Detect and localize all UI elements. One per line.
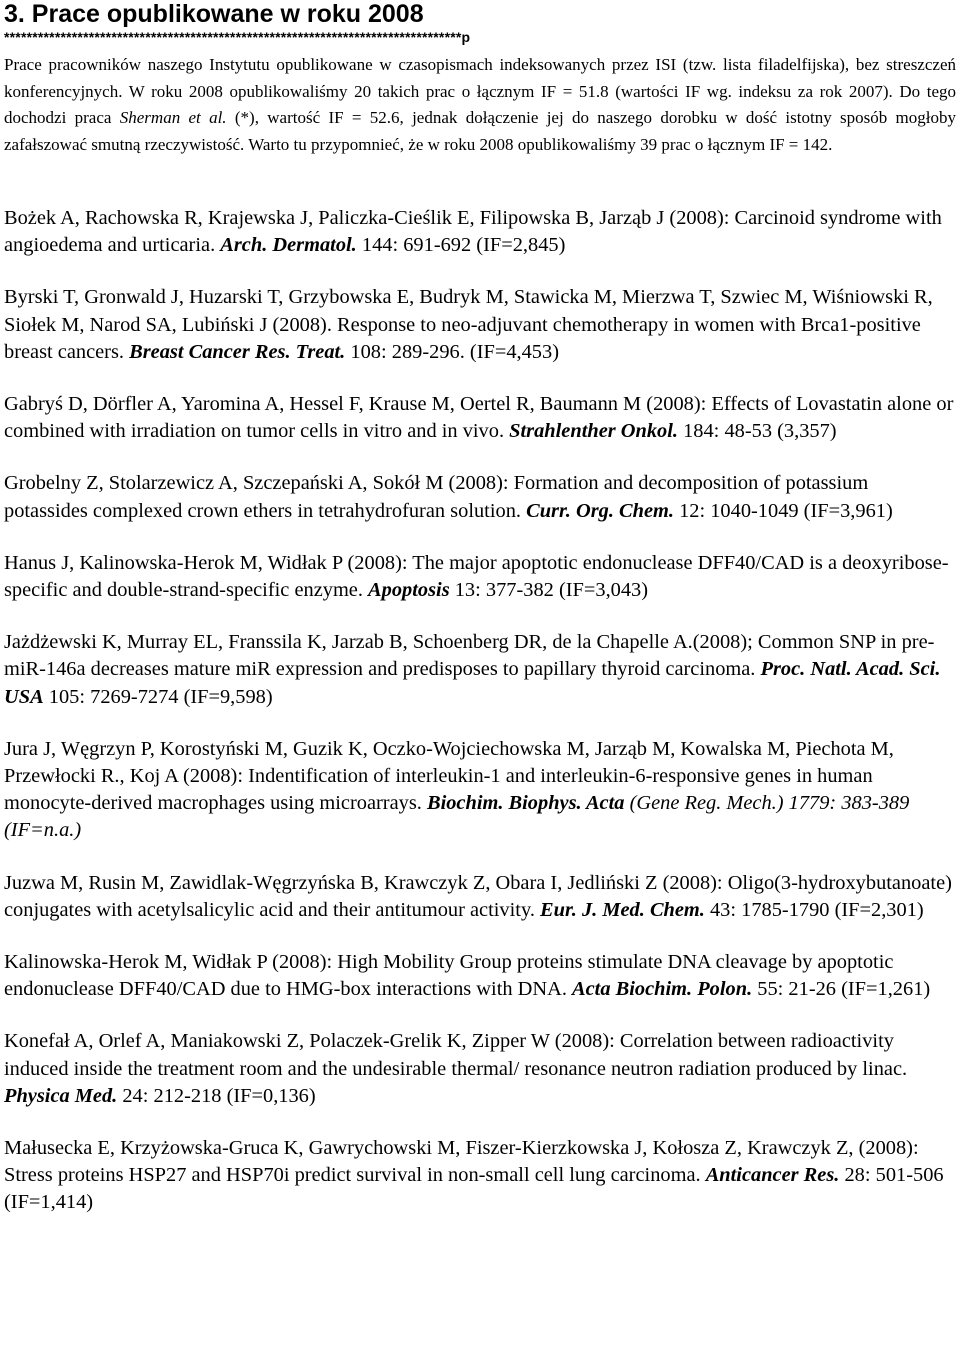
reference-item <box>4 1028 956 1110</box>
reference-tail: 28: 501-506 (IF=1,414) <box>4 1164 944 1214</box>
reference-text: Jura J, Węgrzyn P, Korostyński M, Guzik K, Oczko-Wojciechowska M, Jarząb M, Kowalska M, Piechota M, Przewłocki R., Koj A (2008): Indentification of interleukin-1 and interleukin-6-responsive genes in human monocyte-derived macrophages using microarrays. <box>4 737 894 815</box>
reference-text: Jażdżewski K, Murray EL, Franssila K, Jarzab B, Schoenberg DR, de la Chapelle A.(2008); Common SNP in pre-miR-146a decreases mature miR expression and predisposes to papillary thyroid carcinoma. <box>4 631 935 681</box>
intro-text-1: Prace pracowników naszego Instytutu opublikowane w czasopismach indeksowanych przez ISI (tzw. lista filadelfijska), bez streszczeń konferencyjnych. W roku 2008 opublikowaliśmy 20 takich prac o łącznym IF = 51.8 (wartości IF wg. indeksu za rok 2007). Do tego dochodzi praca <box>4 55 956 127</box>
reference-tail: 12: 1040-1049 (IF=3,961) <box>673 499 893 522</box>
reference-item <box>4 629 956 711</box>
journal-name: Breast Cancer Res. Treat. <box>129 340 346 363</box>
reference-text: Kalinowska-Herok M, Widłak P (2008): High Mobility Group proteins stimulate DNA cleavage by apoptotic endonuclease DFF40/CAD due to HMG-box interactions with DNA. <box>4 951 894 1001</box>
reference-item <box>4 205 956 259</box>
journal-name: Eur. J. Med. Chem. <box>540 898 705 921</box>
section-heading: 3. Prace opublikowane w roku 2008 <box>4 0 424 28</box>
reference-text: Byrski T, Gronwald J, Huzarski T, Grzybowska E, Budryk M, Stawicka M, Mierzwa T, Szwiec M, Wiśniowski R, Siołek M, Narod SA, Lubiński J (2008). Response to neo-adjuvant chemotherapy in women with Brca1-positive breast cancers. <box>4 286 933 363</box>
reference-tail: 43: 1785-1790 (IF=2,301) <box>704 898 924 921</box>
journal-name: Biochim. Biophys. Acta <box>426 792 625 815</box>
journal-name: Acta Biochim. Polon. <box>572 978 753 1001</box>
reference-item <box>4 949 956 1003</box>
journal-name: Arch. Dermatol. <box>220 234 357 257</box>
reference-tail: 55: 21-26 (IF=1,261) <box>752 978 931 1001</box>
reference-text: Małusecka E, Krzyżowska-Gruca K, Gawrychowski M, Fiszer-Kierzkowska J, Kołosza Z, Krawczyk Z, (2008): Stress proteins HSP27 and HSP70i predict survival in non-small cell lung carcinoma. <box>4 1137 919 1187</box>
journal-name: Physica Med. <box>4 1084 118 1107</box>
journal-name: Strahlenther Onkol. <box>509 420 678 443</box>
reference-tail: (Gene Reg. Mech.) 1779: 383-389 (IF=n.a.) <box>4 792 910 842</box>
reference-item <box>4 1135 956 1217</box>
reference-text: Grobelny Z, Stolarzewicz A, Szczepański A, Sokół M (2008): Formation and decomposition of potassium potassides complexed crown ethers in tetrahydrofuran solution. <box>4 472 869 522</box>
reference-tail: 105: 7269-7274 (IF=9,598) <box>43 685 273 708</box>
reference-tail: 13: 377-382 (IF=3,043) <box>449 579 649 602</box>
reference-text: Gabryś D, Dörfler A, Yaromina A, Hessel F, Krause M, Oertel R, Baumann M (2008): Effects of Lovastatin alone or combined with irradiation on tumor cells in vitro and in vivo. <box>4 393 954 443</box>
reference-item <box>4 470 956 524</box>
intro-text-2: (*), wartość IF = 52.6, jednak dołączenie jej do naszego dorobku w dość istotny sposób mogłoby zafałszować smutną rzeczywistość. Warto tu przypomnieć, że w roku 2008 opublikowaliśmy 39 prac o łącznym IF = 142. <box>4 108 956 154</box>
reference-tail: 144: 691-692 (IF=2,845) <box>356 234 566 257</box>
reference-item <box>4 284 956 366</box>
reference-text: Bożek A, Rachowska R, Krajewska J, Paliczka-Cieślik E, Filipowska B, Jarząb J (2008): Carcinoid syndrome with angioedema and urticaria. <box>4 207 942 257</box>
journal-name: Proc. Natl. Acad. Sci. USA <box>4 658 941 708</box>
intro-paragraph <box>4 52 956 158</box>
reference-item <box>4 391 956 445</box>
reference-text: Konefał A, Orlef A, Maniakowski Z, Polaczek-Grelik K, Zipper W (2008): Correlation between radioactivity induced inside the treatment room and the undesirable thermal/ resonance neutron radiation produced by linac. <box>4 1030 908 1080</box>
journal-name: Apoptosis <box>368 579 450 602</box>
reference-tail: 184: 48-53 (3,357) <box>678 420 837 443</box>
reference-item <box>4 550 956 604</box>
separator-line: *********************************************************************************p <box>4 29 471 45</box>
reference-text: Juzwa M, Rusin M, Zawidlak-Węgrzyńska B, Krawczyk Z, Obara I, Jedliński Z (2008): Oligo(3-hydroxybutanoate) conjugates with acetylsalicylic acid and their antitumour activity. <box>4 871 952 921</box>
reference-item <box>4 870 956 924</box>
journal-name: Curr. Org. Chem. <box>526 499 674 522</box>
reference-tail: 24: 212-218 (IF=0,136) <box>117 1084 316 1107</box>
journal-name: Anticancer Res. <box>705 1164 840 1187</box>
intro-italic: Sherman et al. <box>119 108 227 127</box>
reference-item <box>4 736 956 845</box>
reference-text: Hanus J, Kalinowska-Herok M, Widłak P (2008): The major apoptotic endonuclease DFF40/CAD is a deoxyribose-specific and double-strand-specific enzyme. <box>4 551 949 602</box>
reference-tail: 108: 289-296. (IF=4,453) <box>345 340 559 363</box>
reference-list <box>4 205 956 1217</box>
